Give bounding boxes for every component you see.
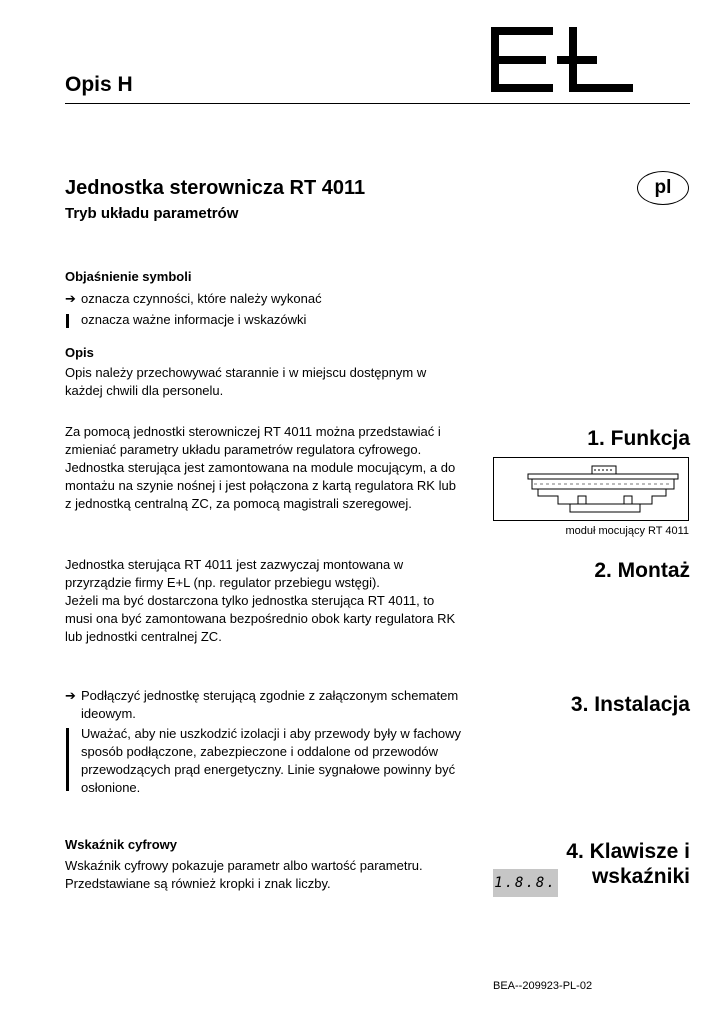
- text-line: z jednostką centralną ZC, za pomocą magistrali szeregowej.: [65, 496, 412, 511]
- arrow-right-icon: ➔: [65, 688, 76, 703]
- document-title: Jednostka sterownicza RT 4011: [65, 177, 366, 199]
- text-line: Uważać, aby nie uszkodzić izolacji i aby przewody były w fachowy: [81, 726, 462, 741]
- text-line: Za pomocą jednostki sterowniczej RT 4011 można przedstawiać i: [65, 424, 441, 439]
- text-line: Wskaźnik cyfrowy pokazuje parametr albo wartość parametru.: [65, 858, 423, 873]
- document-code: BEA--209923-PL-02: [493, 980, 593, 992]
- text-line: Jednostka sterująca RT 4011 jest zazwyczaj montowana w: [65, 557, 404, 572]
- montaz-paragraph-2: [65, 592, 480, 646]
- text-line: lub jednostki centralnej ZC.: [65, 629, 222, 644]
- section-heading-instalacja: 3. Instalacja: [570, 693, 690, 716]
- document-subtitle: Tryb układu parametrów: [65, 205, 239, 222]
- montaz-paragraph-1: [65, 556, 480, 592]
- arrow-right-icon: ➔: [65, 291, 76, 306]
- header-divider: [65, 103, 690, 104]
- instalacja-note: [65, 725, 480, 797]
- text-line: Przedstawiane są również kropki i znak liczby.: [65, 876, 331, 891]
- wskaznik-text: [65, 857, 480, 893]
- opis-text: [65, 364, 480, 400]
- text-line: każdej chwili dla personelu.: [65, 383, 224, 398]
- opis-heading: Opis: [65, 345, 94, 360]
- text-line: osłonione.: [81, 780, 141, 795]
- text-line: Opis należy przechowywać starannie i w miejscu dostępnym w: [65, 365, 427, 380]
- symbols-heading: Objaśnienie symboli: [65, 269, 192, 284]
- funkcja-paragraph-1: [65, 423, 480, 459]
- el-logo-icon: [491, 27, 633, 99]
- module-figure: [493, 457, 689, 521]
- funkcja-paragraph-2: [65, 459, 480, 513]
- symbol-bar-text: oznacza ważne informacje i wskazówki: [81, 312, 307, 327]
- section-heading-funkcja: 1. Funkcja: [587, 427, 690, 450]
- module-figure-caption: moduł mocujący RT 4011: [565, 525, 689, 537]
- text-line: ➔ Podłączyć jednostkę sterującą zgodnie z załączonym schematem: [65, 688, 459, 703]
- symbol-arrow-row: [65, 290, 480, 308]
- heading-line: wskaźniki: [591, 865, 690, 888]
- text-line: Jeżeli ma być dostarczona tylko jednostka sterująca RT 4011, to: [65, 593, 435, 608]
- text-line: przewodzących prąd energetyczny. Linie sygnałowe powinny być: [81, 762, 456, 777]
- mounting-module-drawing: [494, 458, 688, 520]
- section-heading-klawisze: [566, 839, 690, 889]
- heading-line: 4. Klawisze i: [566, 840, 690, 863]
- text-line: ideowym.: [81, 706, 136, 721]
- digital-display: 1.8.8.: [493, 869, 558, 897]
- language-badge: pl: [637, 171, 689, 205]
- symbol-arrow-text: oznacza czynności, które należy wykonać: [81, 291, 322, 306]
- text-line: zmieniać parametry układu parametrów regulatora cyfrowego.: [65, 442, 422, 457]
- text-line: sposób podłączone, zabezpieczone i oddalone od przewodów: [81, 744, 439, 759]
- instalacja-action: [65, 687, 480, 723]
- text-line: musi ona być zamontowana bezpośrednio obok karty regulatora RK: [65, 611, 456, 626]
- page-header-title: Opis H: [65, 73, 133, 96]
- section-heading-montaz: 2. Montaż: [594, 559, 690, 582]
- text-line: montażu na szynie nośnej i jest połączona z kartą regulatora RK lub: [65, 478, 456, 493]
- text-line: przyrządzie firmy E+L (np. regulator przebiegu wstęgi).: [65, 575, 380, 590]
- text-line: Jednostka sterująca jest zamontowana na module mocującym, a do: [65, 460, 456, 475]
- wskaznik-heading: Wskaźnik cyfrowy: [65, 837, 177, 852]
